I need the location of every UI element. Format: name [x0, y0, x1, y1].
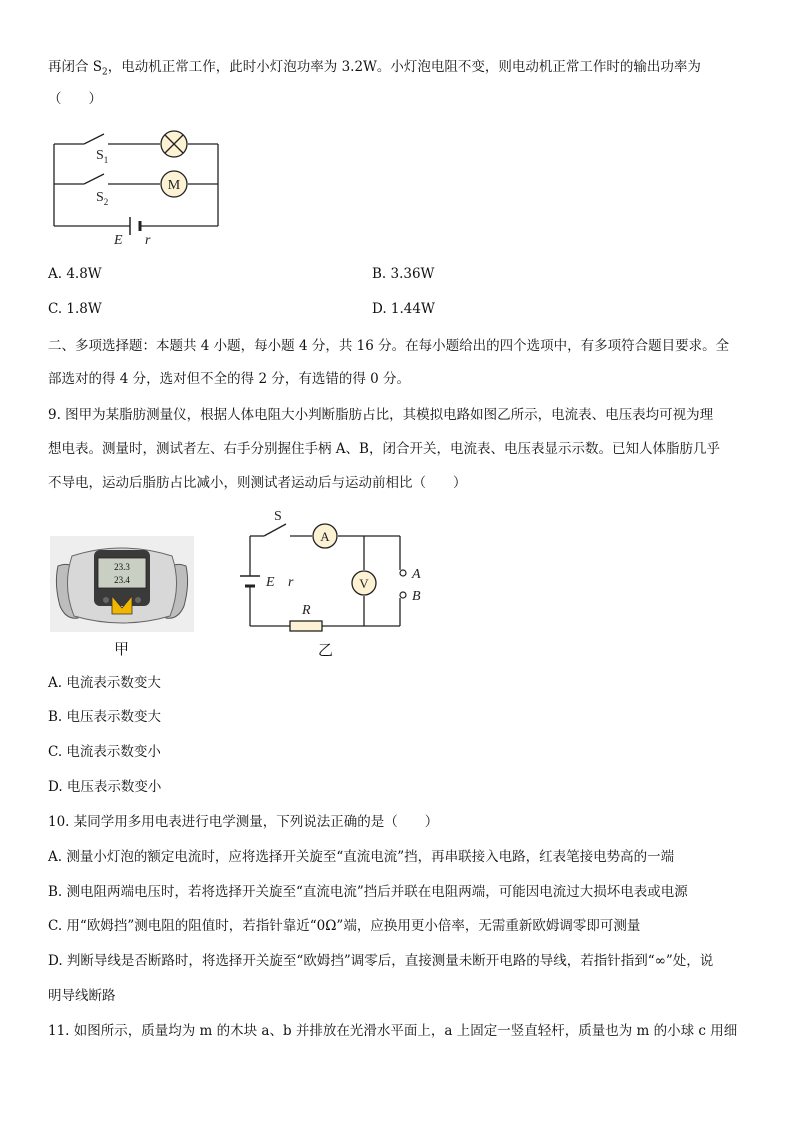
ammeter-symbol: [313, 524, 337, 548]
resistor-symbol: [290, 621, 322, 631]
q9-option-b[interactable]: B. 电压表示数变大: [48, 709, 162, 725]
q9-fat-meter-photo: [50, 536, 194, 632]
q10-option-d-continued: 明导线断路: [48, 988, 116, 1004]
device-display-line1: 23.3: [114, 562, 130, 572]
resistor-label: R: [302, 603, 311, 618]
q9-circuit-diagram: [234, 504, 434, 636]
q10-option-b[interactable]: B. 测电阻两端电压时，若将选择开关旋至“直流电流”挡后并联在电阻两端，可能因电流过大损坏电表或电源: [48, 884, 688, 900]
internal-resistance-label: r: [145, 233, 151, 248]
q9-stem-line3: 不导电，运动后脂肪占比减小，则测试者运动后与运动前相比（ ）: [48, 475, 467, 491]
q9-stem-line2: 想电表。测量时，测试者左、右手分别握住手柄 A、B，闭合开关，电流表、电压表显示示数。已知人体脂肪几乎: [48, 441, 720, 457]
q8-stem-line1: 再闭合 $S_2$，电动机正常工作，此时小灯泡功率为 3.2W。小灯泡电阻不变，则电动机正常工作时的输出功率为: [48, 59, 701, 78]
lamp-symbol: [161, 131, 187, 157]
q9-emf-label: E: [266, 575, 275, 590]
q10-option-a[interactable]: A. 测量小灯泡的额定电流时，应将选择开关旋至“直流电流”挡，再串联接入电路，红表笔接电势高的一端: [48, 849, 675, 865]
section2-line1: 二、多项选择题：本题共 4 小题，每小题 4 分，共 16 分。在每小题给出的四个选项中，有多项符合题目要求。全: [48, 338, 730, 354]
motor-symbol: [161, 171, 187, 197]
q11-stem-line1: 11. 如图所示，质量均为 m 的木块 a、b 并排放在光滑水平面上，a 上固定一竖直轻杆，质量也为 m 的小球 c 用细: [48, 1023, 738, 1039]
emf-label: E: [114, 233, 123, 248]
battery-symbol: [130, 217, 140, 235]
q9-option-c[interactable]: C. 电流表示数变小: [48, 744, 161, 760]
s1-label: $S_1$: [96, 148, 109, 165]
q9-battery-symbol: [240, 576, 260, 586]
switch-label: S: [274, 509, 282, 524]
q10-stem: 10. 某同学用多用电表进行电学测量，下列说法正确的是（ ）: [48, 814, 439, 830]
voltmeter-label: V: [359, 576, 369, 591]
voltmeter-symbol: [352, 571, 376, 595]
terminal-b-label: B: [412, 589, 421, 604]
q10-option-c[interactable]: C. 用“欧姆挡”测电阻的阻值时，若指针靠近“0Ω”端，应换用更小倍率，无需重新欧姆调零即可测量: [48, 918, 641, 934]
s2-label: $S_2$: [96, 190, 109, 207]
q10-option-d[interactable]: D. 判断导线是否断路时，将选择开关旋至“欧姆挡”调零后，直接测量未断开电路的导线，若指针指到“∞”处，说: [48, 953, 714, 969]
q8-option-a[interactable]: A. 4.8W: [48, 266, 102, 282]
section2-line2: 部选对的得 4 分，选对但不全的得 2 分，有选错的得 0 分。: [48, 371, 411, 387]
terminal-b: [400, 592, 406, 598]
q9-option-d[interactable]: D. 电压表示数变小: [48, 779, 162, 795]
q8-option-b[interactable]: B. 3.36W: [372, 266, 435, 282]
q9-internal-resistance-label: r: [288, 575, 294, 590]
q8-stem-line2: （ ）: [48, 91, 102, 107]
q9-option-a[interactable]: A. 电流表示数变大: [48, 675, 161, 691]
q9-figure-a-caption: 甲: [114, 640, 130, 658]
q8-circuit-diagram: [48, 126, 228, 250]
terminal-a-label: A: [412, 567, 421, 582]
terminal-a: [400, 570, 406, 576]
device-display-line2: 23.4: [114, 575, 130, 585]
motor-label: M: [167, 178, 181, 193]
q9-stem-line1: 9. 图甲为某脂肪测量仪，根据人体电阻大小判断脂肪占比，其模拟电路如图乙所示，电流表、电压表均可视为理: [48, 407, 714, 423]
q8-option-c[interactable]: C. 1.8W: [48, 301, 102, 317]
q9-figure-b-caption: 乙: [318, 641, 334, 659]
ammeter-label: A: [320, 529, 330, 544]
q8-option-d[interactable]: D. 1.44W: [372, 301, 435, 317]
